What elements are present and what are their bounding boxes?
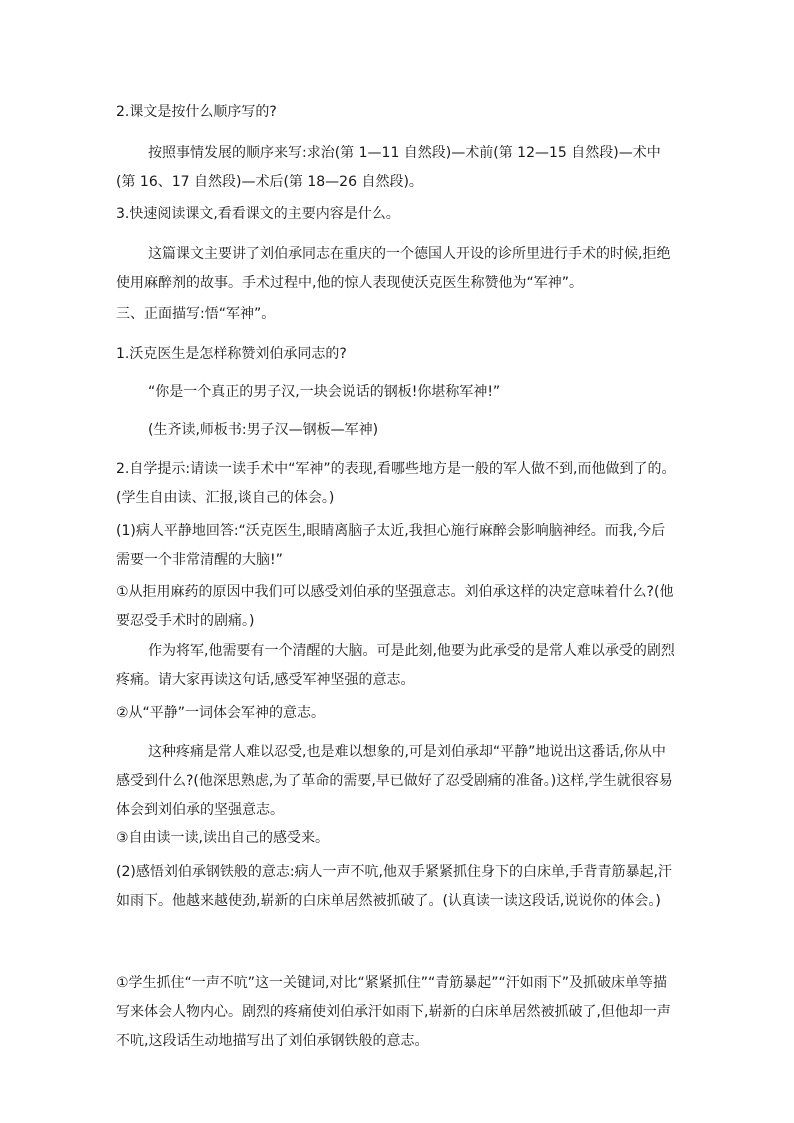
pain-analysis-paragraph: 这种疼痛是常人难以忍受,也是难以想象的,可是刘伯承却“平静”地说出这番话,你从中感受到什么?(他深思熟虑,为了革命的需要,早已做好了忍受剧痛的准备。)这样,学生就很容易体会到刘伯承的坚强意志。 — [116, 744, 673, 818]
answer-order-paragraph: 按照事情发展的顺序来写:求治(第 1—11 自然段)—术前(第 12—15 自然段)—术中(第 16、17 自然段)—术后(第 18—26 自然段)。 — [116, 145, 661, 190]
point-1-refuse-anesthetic: ①从拒用麻药的原因中我们可以感受刘伯承的坚强意志。刘伯承这样的决定意味着什么?(他要忍受手术时的剧痛。) — [116, 584, 674, 629]
keyword-analysis-paragraph: ①学生抓住“一声不吭”这一关键词,对比“紧紧抓住”“青筋暴起”“汗如雨下”及抓破床单等描写来体会人物内心。剧烈的疼痛使刘伯承汗如雨下,崭新的白床单居然被抓破了,但他却一声不吭,这段话生动地描写出了刘伯承钢铁般的意志。 — [116, 975, 671, 1049]
question-2-heading: 2.课文是按什么顺序写的? — [116, 104, 277, 120]
point-3-free-reading: ③自由读一读,读出自己的感受来。 — [116, 830, 330, 846]
doctor-quote: “你是一个真正的男子汉,一块会说话的钢板!你堪称军神!” — [148, 384, 501, 400]
point-2-calm-word: ②从“平静”一词体会军神的意志。 — [116, 705, 326, 721]
main-content-paragraph: 这篇课文主要讲了刘伯承同志在重庆的一个德国人开设的诊所里进行手术的时候,拒绝使用麻醉剂的故事。手术过程中,他的惊人表现使沃克医生称赞他为“军神”。 — [116, 246, 671, 291]
question-1-heading: 1.沃克医生是怎样称赞刘伯承同志的? — [116, 346, 347, 362]
question-3-heading: 3.快速阅读课文,看看课文的主要内容是什么。 — [116, 206, 400, 222]
board-note: (生齐读,师板书:男子汉—钢板—军神) — [148, 422, 379, 438]
self-study-prompt: 2.自学提示:请读一读手术中“军神”的表现,看哪些地方是一般的军人做不到,而他做到了的。(学生自由读、汇报,谈自己的体会。) — [116, 461, 676, 506]
section-3-heading: 三、正面描写:悟“军神”。 — [116, 306, 276, 322]
iron-will-paragraph: (2)感悟刘伯承钢铁般的意志:病人一声不吭,他双手紧紧抓住身下的白床单,手背青筋暴起,汗如雨下。他越来越使劲,崭新的白床单居然被抓破了。(认真读一读这段话,说说你的体会。) — [116, 864, 672, 909]
general-clear-mind-paragraph: 作为将军,他需要有一个清醒的大脑。可是此刻,他要为此承受的是常人难以承受的剧烈疼痛。请大家再读这句话,感受军神坚强的意志。 — [116, 643, 675, 688]
patient-reply-paragraph: (1)病人平静地回答:“沃克医生,眼睛离脑子太近,我担心施行麻醉会影响脑神经。而我,今后需要一个非常清醒的大脑!” — [116, 523, 666, 568]
